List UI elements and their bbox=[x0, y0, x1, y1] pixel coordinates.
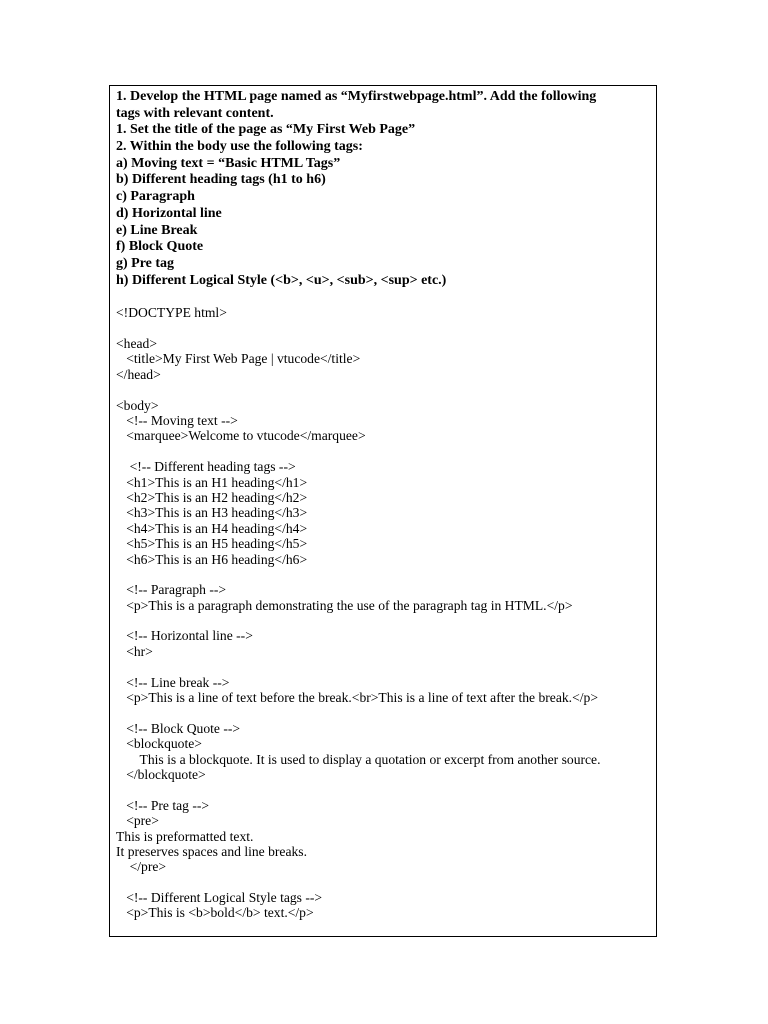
task-line: a) Moving text = “Basic HTML Tags” bbox=[116, 155, 341, 171]
code-line: This is preformatted text. bbox=[116, 828, 254, 844]
code-line: <blockquote> bbox=[116, 736, 202, 752]
task-description bbox=[116, 89, 654, 289]
code-line: <!-- Moving text --> bbox=[116, 412, 238, 428]
code-line bbox=[116, 613, 654, 628]
task-line: tags with relevant content. bbox=[116, 105, 274, 121]
code-line: <p>This is a line of text before the break.<br>This is a line of text after the break.</p> bbox=[116, 690, 598, 706]
code-line: <pre> bbox=[116, 813, 159, 829]
code-line bbox=[116, 705, 654, 720]
code-line: <p>This is a paragraph demonstrating the use of the paragraph tag in HTML.</p> bbox=[116, 597, 573, 613]
task-line: 1. Set the title of the page as “My First Web Page” bbox=[116, 122, 416, 138]
code-line: <h2>This is an H2 heading</h2> bbox=[116, 489, 308, 505]
task-line: f) Block Quote bbox=[116, 239, 204, 255]
task-line: b) Different heading tags (h1 to h6) bbox=[116, 172, 326, 188]
task-line: c) Paragraph bbox=[116, 189, 195, 205]
code-line: <!DOCTYPE html> bbox=[116, 305, 227, 321]
code-line: <body> bbox=[116, 397, 159, 413]
code-line: <h6>This is an H6 heading</h6> bbox=[116, 551, 308, 567]
code-line: <!-- Horizontal line --> bbox=[116, 628, 253, 644]
code-line bbox=[116, 782, 654, 797]
code-line: <!-- Pre tag --> bbox=[116, 797, 210, 813]
document-frame bbox=[109, 85, 657, 937]
code-line: <!-- Different Logical Style tags --> bbox=[116, 890, 323, 906]
code-listing bbox=[116, 305, 654, 921]
code-line: <marquee>Welcome to vtucode</marquee> bbox=[116, 428, 366, 444]
task-line: d) Horizontal line bbox=[116, 205, 222, 221]
task-line: g) Pre tag bbox=[116, 255, 175, 271]
code-line: <p>This is <b>bold</b> text.</p> bbox=[116, 905, 314, 921]
code-line: <title>My First Web Page | vtucode</title> bbox=[116, 351, 361, 367]
task-line: e) Line Break bbox=[116, 222, 198, 238]
spacer bbox=[116, 289, 654, 305]
code-line bbox=[116, 321, 654, 336]
code-line: <!-- Different heading tags --> bbox=[116, 459, 296, 475]
code-line bbox=[116, 875, 654, 890]
code-line: <!-- Paragraph --> bbox=[116, 582, 227, 598]
code-line: This is a blockquote. It is used to display a quotation or excerpt from another source. bbox=[116, 751, 601, 767]
code-line: <!-- Block Quote --> bbox=[116, 720, 241, 736]
task-line: 2. Within the body use the following tags: bbox=[116, 139, 363, 155]
task-line: h) Different Logical Style (<b>, <u>, <sub>, <sup> etc.) bbox=[116, 272, 447, 288]
code-line: <head> bbox=[116, 336, 157, 352]
code-line: <h3>This is an H3 heading</h3> bbox=[116, 505, 308, 521]
code-line bbox=[116, 567, 654, 582]
code-line: </pre> bbox=[116, 859, 167, 875]
code-line: <h1>This is an H1 heading</h1> bbox=[116, 474, 308, 490]
task-line: 1. Develop the HTML page named as “Myfirstwebpage.html”. Add the following bbox=[116, 89, 597, 104]
code-line: <hr> bbox=[116, 643, 153, 659]
code-line: </head> bbox=[116, 366, 161, 382]
code-line: It preserves spaces and line breaks. bbox=[116, 843, 307, 859]
code-line: <h5>This is an H5 heading</h5> bbox=[116, 536, 308, 552]
document-content bbox=[116, 89, 654, 921]
code-line bbox=[116, 382, 654, 397]
code-line: </blockquote> bbox=[116, 766, 206, 782]
code-line: <!-- Line break --> bbox=[116, 674, 230, 690]
code-line: <h4>This is an H4 heading</h4> bbox=[116, 520, 308, 536]
code-line bbox=[116, 444, 654, 459]
code-line bbox=[116, 659, 654, 674]
